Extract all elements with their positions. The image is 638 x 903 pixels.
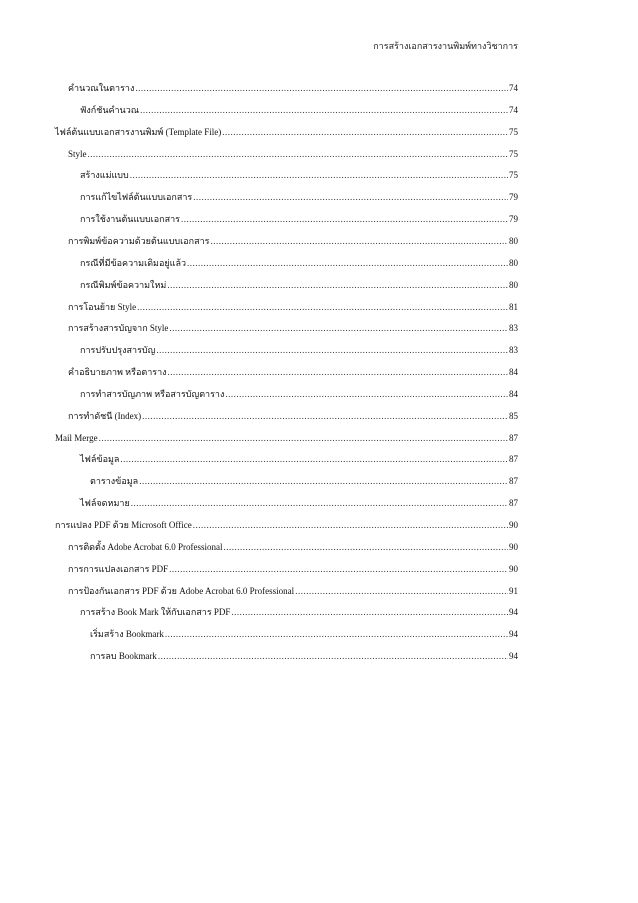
toc-entry-title: สร้างแม่แบบ: [80, 170, 129, 181]
toc-entry[interactable]: [80, 277, 518, 293]
toc-entry-page-number: 79: [509, 214, 518, 225]
toc-entry-page-number: 80: [509, 279, 518, 290]
dot-leader: [139, 473, 508, 489]
toc-entry-title: การการแปลงเอกสาร PDF: [68, 563, 169, 574]
dot-leader: [165, 626, 508, 642]
toc-entry[interactable]: [68, 80, 518, 96]
toc-entry-title: คำนวณในตาราง: [68, 83, 135, 93]
toc-entry[interactable]: [80, 255, 518, 271]
toc-entry-page-number: 94: [509, 629, 518, 640]
toc-entry-title: การสร้างสารบัญจาก Style: [68, 323, 169, 334]
toc-entry-page-number: 84: [509, 367, 518, 378]
toc-entry-page-number: 91: [509, 585, 518, 596]
toc-entry[interactable]: [68, 146, 518, 162]
toc-entry-page-number: 87: [509, 454, 518, 465]
dot-leader: [140, 102, 508, 118]
toc-entry-page-number: 74: [509, 104, 518, 115]
toc-entry[interactable]: [68, 364, 518, 380]
toc-entry[interactable]: [68, 233, 518, 249]
toc-entry-title: เริ่มสร้าง Bookmark: [90, 629, 164, 640]
toc-entry-page-number: 83: [509, 345, 518, 356]
page-header-title: การสร้างเอกสารงานพิมพ์ทางวิชาการ: [373, 41, 518, 51]
dot-leader: [193, 517, 508, 533]
toc-entry-page-number: 94: [509, 607, 518, 618]
toc-entry[interactable]: [80, 102, 518, 118]
toc-entry-title: ไฟล์จดหมาย: [80, 498, 130, 509]
dot-leader: [225, 386, 508, 402]
dot-leader: [224, 539, 509, 555]
dot-leader: [169, 320, 508, 336]
dot-leader: [130, 167, 508, 183]
toc-entry-title: การใช้งานต้นแบบเอกสาร: [80, 214, 180, 225]
dot-leader: [187, 255, 508, 271]
dot-leader: [210, 233, 508, 249]
toc-entry[interactable]: [80, 604, 518, 620]
dot-leader: [158, 648, 508, 664]
toc-entry[interactable]: [68, 408, 518, 424]
toc-entry-title: การทำสารบัญภาพ หรือสารบัญตาราง: [80, 388, 225, 399]
toc-entry-page-number: 87: [509, 432, 518, 443]
toc-entry[interactable]: [68, 561, 518, 577]
toc-entry[interactable]: [55, 517, 518, 533]
toc-entry-title: การสร้าง Book Mark ให้กับเอกสาร PDF: [80, 607, 231, 618]
toc-entry-page-number: 94: [509, 651, 518, 662]
toc-entry[interactable]: [90, 473, 518, 489]
toc-entry-page-number: 90: [509, 520, 518, 530]
dot-leader: [295, 583, 508, 599]
dot-leader: [135, 80, 508, 96]
toc-entry-title: กรณีที่มีข้อความเดิมอยู่แล้ว: [80, 257, 187, 268]
toc-entry-title: การป้องกันเอกสาร PDF ด้วย Adobe Acrobat 6.0 Professional: [68, 585, 295, 596]
dot-leader: [167, 277, 508, 293]
toc-entry-title: กรณีพิมพ์ข้อความใหม่: [80, 279, 167, 290]
toc-entry[interactable]: [55, 124, 518, 140]
dot-leader: [99, 430, 508, 446]
toc-entry-page-number: 90: [509, 563, 518, 574]
toc-entry[interactable]: [90, 648, 518, 664]
toc-entry-title: ไฟล์ข้อมูล: [80, 454, 120, 465]
toc-entry-title: ฟังก์ชันคำนวณ: [80, 104, 140, 115]
toc-entry[interactable]: [55, 430, 518, 446]
toc-entry[interactable]: [80, 189, 518, 205]
toc-entry-page-number: 80: [509, 235, 518, 246]
dot-leader: [88, 146, 508, 162]
toc-entry-page-number: 75: [509, 126, 518, 137]
toc-entry-title: การโอนย้าย Style: [68, 301, 137, 312]
toc-entry-title: การแก้ไขไฟล์ต้นแบบเอกสาร: [80, 192, 193, 203]
toc-entry-title: การพิมพ์ข้อความด้วยต้นแบบเอกสาร: [68, 235, 210, 246]
toc-entry-title: การแปลง PDF ด้วย Microsoft Office: [55, 520, 192, 530]
toc-entry-page-number: 79: [509, 192, 518, 203]
toc-entry[interactable]: [80, 451, 518, 467]
toc-entry[interactable]: [80, 167, 518, 183]
dot-leader: [222, 124, 508, 140]
toc-entry-title: การติดตั้ง Adobe Acrobat 6.0 Professional: [68, 541, 223, 552]
toc-entry[interactable]: [68, 583, 518, 599]
toc-entry[interactable]: [80, 211, 518, 227]
dot-leader: [137, 299, 508, 315]
toc-entry[interactable]: [90, 626, 518, 642]
toc-entry[interactable]: [68, 320, 518, 336]
dot-leader: [142, 408, 508, 424]
toc-entry-page-number: 87: [509, 498, 518, 509]
toc-entry-title: Style: [68, 148, 87, 159]
dot-leader: [169, 561, 508, 577]
toc-entry-title: Mail Merge: [55, 432, 98, 443]
toc-entry-title: การทำดัชนี (Index): [68, 410, 142, 421]
dot-leader: [181, 211, 508, 227]
toc-entry-page-number: 75: [509, 148, 518, 159]
toc-entry-page-number: 74: [509, 83, 518, 93]
toc-entry-title: คำอธิบายภาพ หรือตาราง: [68, 367, 167, 378]
dot-leader: [168, 364, 508, 380]
toc-entry[interactable]: [68, 539, 518, 555]
dot-leader: [131, 495, 508, 511]
toc-entry-page-number: 81: [509, 301, 518, 312]
toc-entry-title: การปรับปรุงสารบัญ: [80, 345, 156, 356]
dot-leader: [156, 342, 508, 358]
toc-entry-title: ตารางข้อมูล: [90, 476, 139, 487]
toc-entry[interactable]: [80, 386, 518, 402]
toc-entry-page-number: 90: [509, 541, 518, 552]
toc-entry-page-number: 84: [509, 388, 518, 399]
toc-entry-title: การลบ Bookmark: [90, 651, 157, 662]
toc-entry-page-number: 85: [509, 410, 518, 421]
toc-entry[interactable]: [68, 299, 518, 315]
toc-entry[interactable]: [80, 495, 518, 511]
toc-entry-page-number: 75: [509, 170, 518, 181]
toc-entry-page-number: 87: [509, 476, 518, 487]
toc-entry-page-number: 80: [509, 257, 518, 268]
dot-leader: [231, 604, 508, 620]
toc-entry-page-number: 83: [509, 323, 518, 334]
dot-leader: [120, 451, 508, 467]
toc-entry[interactable]: [80, 342, 518, 358]
dot-leader: [193, 189, 508, 205]
toc-entry-title: ไฟล์ต้นแบบเอกสารงานพิมพ์ (Template File): [55, 126, 222, 137]
